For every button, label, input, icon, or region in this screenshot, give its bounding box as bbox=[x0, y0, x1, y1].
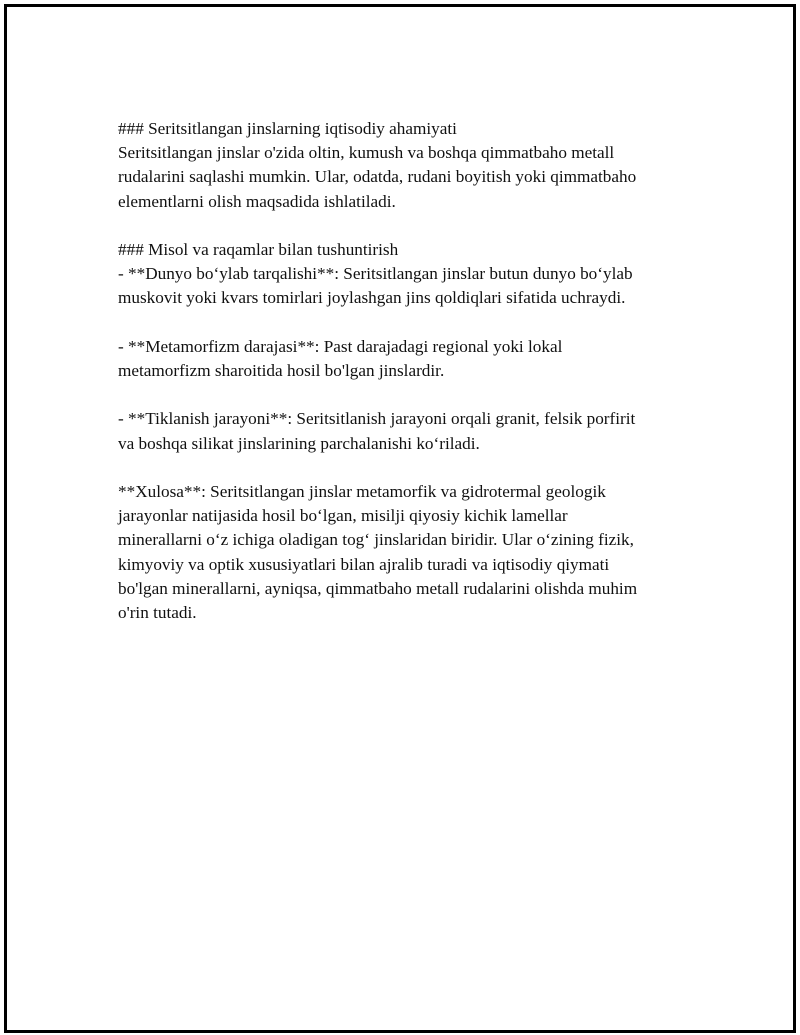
text-line: Seritsitlangan jinslar o'zida oltin, kumush va boshqa qimmatbaho metall bbox=[118, 143, 615, 163]
text-line: kimyoviy va optik xususiyatlari bilan ajralib turadi va iqtisodiy qiymati bbox=[118, 554, 610, 574]
paragraph-recovery-process bbox=[118, 407, 690, 455]
text-line: jarayonlar natijasida hosil bo‘lgan, misilji qiyosiy kichik lamellar bbox=[118, 506, 568, 526]
text-line: bo'lgan minerallarni, ayniqsa, qimmatbaho metall rudalarini olishda muhim bbox=[118, 578, 638, 598]
text-line: ### Seritsitlangan jinslarning iqtisodiy ahamiyati bbox=[118, 119, 457, 138]
paragraph-metamorphism-degree bbox=[118, 335, 690, 383]
paragraph-conclusion bbox=[118, 480, 690, 625]
document-body bbox=[118, 117, 690, 625]
paragraph-examples bbox=[118, 238, 690, 311]
text-line: metamorfizm sharoitida hosil bo'lgan jinslardir. bbox=[118, 361, 445, 380]
paragraph-gap bbox=[118, 214, 690, 238]
text-line: rudalarini saqlashi mumkin. Ular, odatda, rudani boyitish yoki qimmatbaho bbox=[118, 167, 637, 187]
text-line: **Xulosa**: Seritsitlangan jinslar metamorfik va gidrotermal geologik bbox=[118, 481, 606, 501]
text-line: va boshqa silikat jinslarining parchalanishi ko‘riladi. bbox=[118, 433, 480, 453]
text-line: - **Dunyo bo‘ylab tarqalishi**: Seritsitlangan jinslar butun dunyo bo‘ylab bbox=[118, 264, 633, 284]
paragraph-gap bbox=[118, 311, 690, 335]
text-line: - **Tiklanish jarayoni**: Seritsitlanish jarayoni orqali granit, felsik porfirit bbox=[118, 409, 636, 429]
text-line: o'rin tutadi. bbox=[118, 603, 197, 622]
paragraph-gap bbox=[118, 383, 690, 407]
text-line: ### Misol va raqamlar bilan tushuntirish bbox=[118, 240, 399, 259]
text-line: elementlarni olish maqsadida ishlatiladi. bbox=[118, 191, 396, 211]
text-line: minerallarni o‘z ichiga oladigan tog‘ jinslaridan biridir. Ular o‘zining fizik, bbox=[118, 530, 634, 550]
paragraph-gap bbox=[118, 456, 690, 480]
paragraph-economic-importance bbox=[118, 117, 690, 214]
text-line: - **Metamorfizm darajasi**: Past darajadagi regional yoki lokal bbox=[118, 336, 563, 356]
text-line: muskovit yoki kvars tomirlari joylashgan jins qoldiqlari sifatida uchraydi. bbox=[118, 288, 626, 308]
